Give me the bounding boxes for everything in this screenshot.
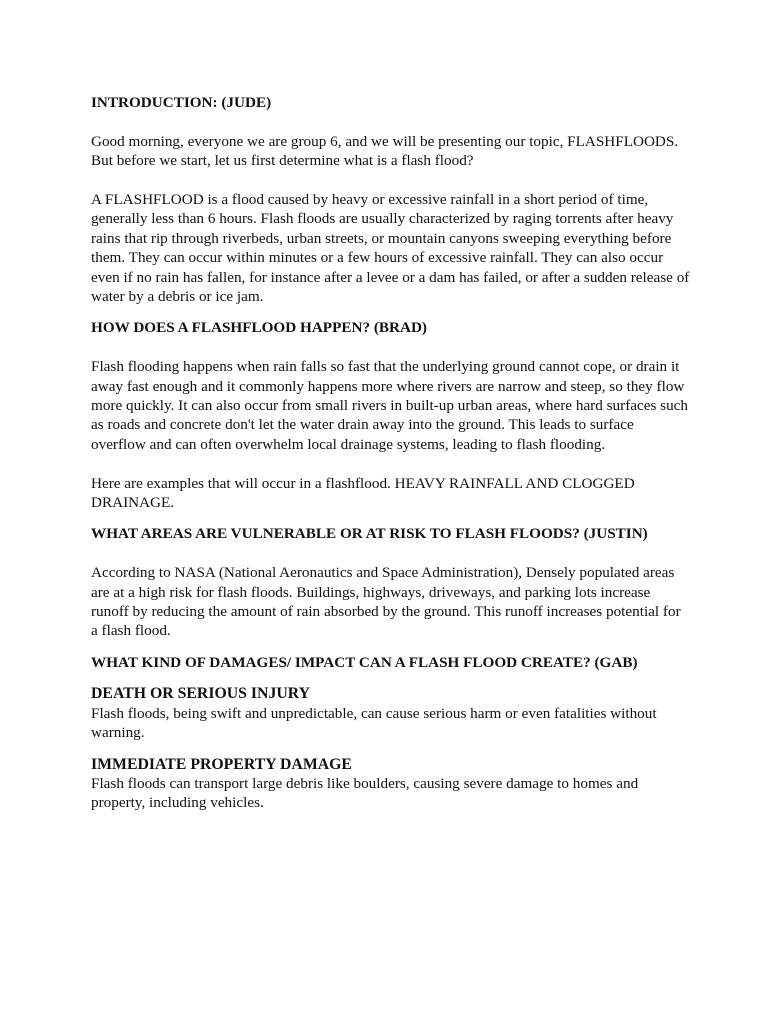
damages-heading: WHAT KIND OF DAMAGES/ IMPACT CAN A FLASH FLOOD CREATE? (GAB): [91, 653, 638, 671]
death-heading: DEATH OR SERIOUS INJURY: [91, 685, 311, 703]
property-paragraph: Flash floods can transport large debris like boulders, causing severe damage to homes and property, including vehicles.: [91, 774, 639, 812]
how-paragraph-2: Here are examples that will occur in a flashflood. HEAVY RAINFALL AND CLOGGED DRAINAGE.: [91, 474, 635, 512]
intro-paragraph-2: A FLASHFLOOD is a flood caused by heavy or excessive rainfall in a short period of time, generally less than 6 hours. Flash floods are usually characterized by raging torrents after heavy rains that rip through riverbeds, urban streets, or mountain canyons sweeping everything before them. They can occur within minutes or a few hours of excessive rainfall. They can also occur even if no rain has fallen, for instance after a levee or a dam has failed, or after a sudden release of water by a debris or ice jam.: [91, 191, 690, 306]
death-paragraph: Flash floods, being swift and unpredictable, can cause serious harm or even fatalities without warning.: [91, 704, 657, 742]
how-paragraph-1: Flash flooding happens when rain falls so fast that the underlying ground cannot cope, or drain it away fast enough and it commonly happens more where rivers are narrow and steep, so they flow more quickly. It can also occur from small rivers in built-up urban areas, where hard surfaces such as roads and concrete don't let the water drain away into the ground. This leads to surface overflow and can often overwhelm local drainage systems, leading to flash flooding.: [91, 358, 689, 453]
property-heading: IMMEDIATE PROPERTY DAMAGE: [91, 755, 352, 773]
areas-heading: WHAT AREAS ARE VULNERABLE OR AT RISK TO FLASH FLOODS? (JUSTIN): [91, 525, 648, 543]
intro-paragraph-1: Good morning, everyone we are group 6, and we will be presenting our topic, FLASHFLOODS. But before we start, let us first determine what is a flash flood?: [91, 132, 679, 170]
intro-heading: INTRODUCTION: (JUDE): [91, 94, 272, 111]
how-heading: HOW DOES A FLASHFLOOD HAPPEN? (BRAD): [91, 319, 427, 337]
document-page: [91, 93, 691, 813]
areas-paragraph-1: According to NASA (National Aeronautics and Space Administration), Densely populated areas are at a high risk for flash floods. Buildings, highways, driveways, and parking lots increase runoff by reducing the amount of rain absorbed by the ground. This runoff increases potential for a flash flood.: [91, 564, 681, 640]
